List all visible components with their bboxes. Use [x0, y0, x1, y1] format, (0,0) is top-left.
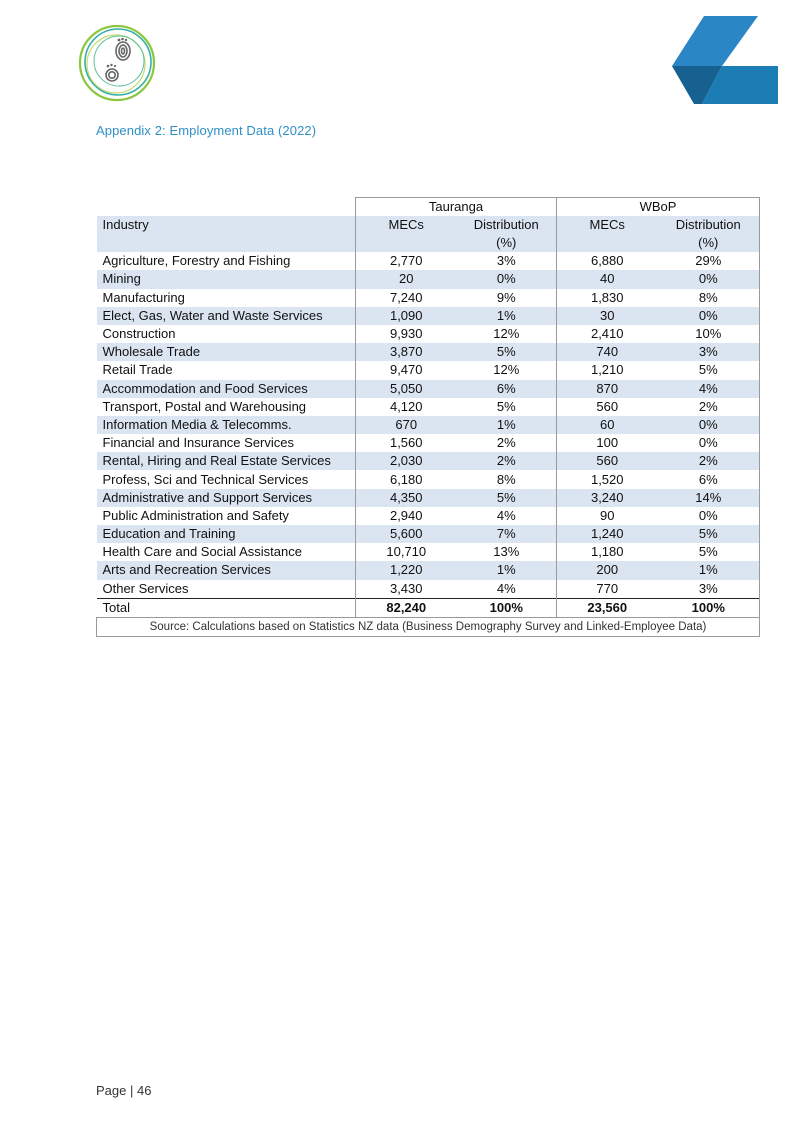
header-tauranga-mecs: MECs [356, 216, 457, 252]
row-wbop-mecs: 6,880 [557, 252, 658, 270]
table-row [97, 452, 760, 470]
row-wbop-mecs: 2,410 [557, 325, 658, 343]
row-wbop-mecs: 1,210 [557, 361, 658, 379]
row-tauranga-mecs: 1,560 [356, 434, 457, 452]
row-tauranga-dist: 2% [457, 452, 557, 470]
header-industry: Industry [97, 216, 356, 252]
row-tauranga-dist: 6% [457, 380, 557, 398]
row-wbop-dist: 2% [658, 398, 760, 416]
row-industry: Other Services [97, 580, 356, 599]
row-tauranga-dist: 2% [457, 434, 557, 452]
row-industry: Wholesale Trade [97, 343, 356, 361]
row-industry: Administrative and Support Services [97, 489, 356, 507]
employment-data-table [96, 197, 760, 637]
row-wbop-dist: 6% [658, 470, 760, 488]
row-wbop-dist: 0% [658, 434, 760, 452]
row-industry: Profess, Sci and Technical Services [97, 470, 356, 488]
row-tauranga-mecs: 20 [356, 270, 457, 288]
row-tauranga-mecs: 4,120 [356, 398, 457, 416]
footprint-logo-icon [76, 22, 158, 104]
row-industry: Public Administration and Safety [97, 507, 356, 525]
row-wbop-dist: 29% [658, 252, 760, 270]
source-note: Source: Calculations based on Statistics NZ data (Business Demography Survey and Linked-Employee Data) [97, 617, 760, 636]
total-tauranga-mecs: 82,240 [356, 598, 457, 617]
row-industry: Mining [97, 270, 356, 288]
row-tauranga-mecs: 2,940 [356, 507, 457, 525]
row-wbop-mecs: 200 [557, 561, 658, 579]
row-tauranga-mecs: 10,710 [356, 543, 457, 561]
row-industry: Elect, Gas, Water and Waste Services [97, 307, 356, 325]
row-tauranga-dist: 1% [457, 561, 557, 579]
row-industry: Rental, Hiring and Real Estate Services [97, 452, 356, 470]
row-tauranga-mecs: 6,180 [356, 470, 457, 488]
row-industry: Transport, Postal and Warehousing [97, 398, 356, 416]
row-industry: Agriculture, Forestry and Fishing [97, 252, 356, 270]
group-header-wbop: WBoP [557, 198, 760, 217]
row-tauranga-mecs: 2,030 [356, 452, 457, 470]
row-tauranga-mecs: 3,430 [356, 580, 457, 599]
group-header-tauranga: Tauranga [356, 198, 557, 217]
row-wbop-mecs: 1,520 [557, 470, 658, 488]
table-row [97, 561, 760, 579]
row-tauranga-dist: 5% [457, 398, 557, 416]
row-tauranga-mecs: 3,870 [356, 343, 457, 361]
table-row [97, 470, 760, 488]
row-industry: Retail Trade [97, 361, 356, 379]
row-tauranga-mecs: 9,930 [356, 325, 457, 343]
table-row [97, 270, 760, 288]
row-industry: Accommodation and Food Services [97, 380, 356, 398]
row-industry: Education and Training [97, 525, 356, 543]
row-tauranga-dist: 4% [457, 580, 557, 599]
total-wbop-mecs: 23,560 [557, 598, 658, 617]
row-tauranga-dist: 12% [457, 361, 557, 379]
row-tauranga-mecs: 9,470 [356, 361, 457, 379]
table-header-row [97, 216, 760, 252]
row-wbop-mecs: 90 [557, 507, 658, 525]
row-tauranga-dist: 9% [457, 289, 557, 307]
row-wbop-dist: 5% [658, 543, 760, 561]
row-wbop-dist: 3% [658, 343, 760, 361]
total-label: Total [97, 598, 356, 617]
row-wbop-mecs: 60 [557, 416, 658, 434]
table-row [97, 325, 760, 343]
row-tauranga-dist: 13% [457, 543, 557, 561]
row-wbop-mecs: 1,180 [557, 543, 658, 561]
table-source-row [97, 617, 760, 636]
row-tauranga-mecs: 1,220 [356, 561, 457, 579]
row-wbop-mecs: 3,240 [557, 489, 658, 507]
row-wbop-dist: 0% [658, 307, 760, 325]
row-wbop-mecs: 870 [557, 380, 658, 398]
row-wbop-mecs: 560 [557, 398, 658, 416]
table-row [97, 489, 760, 507]
row-tauranga-dist: 3% [457, 252, 557, 270]
row-wbop-dist: 5% [658, 525, 760, 543]
row-wbop-mecs: 40 [557, 270, 658, 288]
row-wbop-mecs: 740 [557, 343, 658, 361]
table-row [97, 343, 760, 361]
table-row [97, 580, 760, 599]
row-industry: Financial and Insurance Services [97, 434, 356, 452]
table-row [97, 252, 760, 270]
row-wbop-mecs: 100 [557, 434, 658, 452]
row-tauranga-dist: 5% [457, 343, 557, 361]
row-wbop-dist: 5% [658, 361, 760, 379]
table-total-row [97, 598, 760, 617]
row-industry: Health Care and Social Assistance [97, 543, 356, 561]
brand-logo-icon [672, 14, 778, 104]
table-row [97, 398, 760, 416]
row-tauranga-mecs: 2,770 [356, 252, 457, 270]
row-wbop-dist: 2% [658, 452, 760, 470]
table-row [97, 507, 760, 525]
row-tauranga-dist: 0% [457, 270, 557, 288]
row-industry: Information Media & Telecomms. [97, 416, 356, 434]
table-row [97, 543, 760, 561]
header-wbop-mecs: MECs [557, 216, 658, 252]
table-row [97, 416, 760, 434]
row-tauranga-mecs: 7,240 [356, 289, 457, 307]
table-row [97, 525, 760, 543]
row-wbop-mecs: 30 [557, 307, 658, 325]
row-wbop-mecs: 1,830 [557, 289, 658, 307]
table-row [97, 307, 760, 325]
row-tauranga-dist: 1% [457, 307, 557, 325]
table-row [97, 380, 760, 398]
row-wbop-dist: 3% [658, 580, 760, 599]
table-row [97, 434, 760, 452]
row-industry: Construction [97, 325, 356, 343]
appendix-title: Appendix 2: Employment Data (2022) [96, 123, 317, 138]
header-wbop-distribution: Distribution (%) [658, 216, 760, 252]
row-wbop-dist: 10% [658, 325, 760, 343]
row-wbop-mecs: 770 [557, 580, 658, 599]
row-wbop-dist: 4% [658, 380, 760, 398]
row-wbop-dist: 0% [658, 507, 760, 525]
row-tauranga-dist: 4% [457, 507, 557, 525]
row-tauranga-dist: 5% [457, 489, 557, 507]
row-tauranga-dist: 8% [457, 470, 557, 488]
table-row [97, 361, 760, 379]
table-row [97, 289, 760, 307]
row-wbop-mecs: 1,240 [557, 525, 658, 543]
row-tauranga-dist: 12% [457, 325, 557, 343]
row-tauranga-dist: 7% [457, 525, 557, 543]
row-tauranga-mecs: 670 [356, 416, 457, 434]
row-wbop-dist: 0% [658, 416, 760, 434]
row-wbop-dist: 1% [658, 561, 760, 579]
row-industry: Manufacturing [97, 289, 356, 307]
total-wbop-dist: 100% [658, 598, 760, 617]
row-tauranga-mecs: 1,090 [356, 307, 457, 325]
row-industry: Arts and Recreation Services [97, 561, 356, 579]
row-wbop-dist: 0% [658, 270, 760, 288]
row-wbop-dist: 8% [658, 289, 760, 307]
header-tauranga-distribution: Distribution (%) [457, 216, 557, 252]
row-tauranga-mecs: 4,350 [356, 489, 457, 507]
row-wbop-dist: 14% [658, 489, 760, 507]
row-wbop-mecs: 560 [557, 452, 658, 470]
row-tauranga-mecs: 5,050 [356, 380, 457, 398]
table-group-header-row [97, 198, 760, 217]
total-tauranga-dist: 100% [457, 598, 557, 617]
page-number: Page | 46 [96, 1083, 152, 1098]
row-tauranga-mecs: 5,600 [356, 525, 457, 543]
row-tauranga-dist: 1% [457, 416, 557, 434]
